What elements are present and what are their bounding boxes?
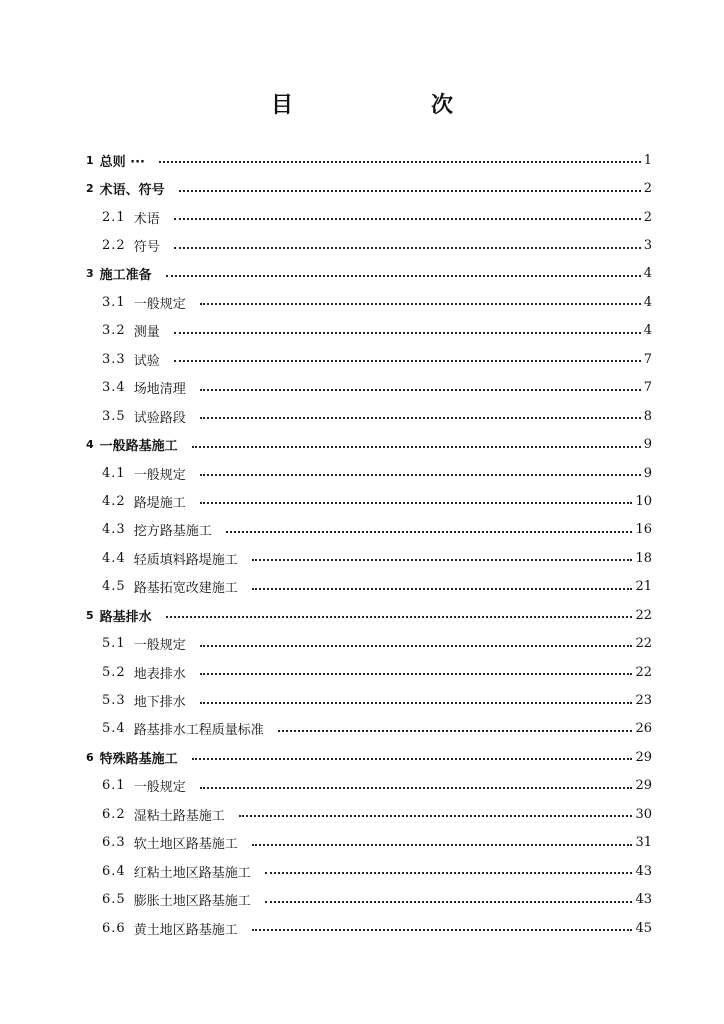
toc-dot-leader bbox=[174, 360, 641, 362]
toc-section-entry[interactable] bbox=[0, 857, 724, 885]
toc-entry-number: 2.1 bbox=[102, 209, 126, 225]
toc-page-number: 10 bbox=[635, 493, 652, 509]
toc-entry-title: 特殊路基施工 bbox=[99, 751, 178, 767]
toc-entry-number: 3.1 bbox=[102, 294, 126, 310]
toc-dot-leader bbox=[252, 588, 633, 590]
toc-dot-leader bbox=[200, 502, 633, 504]
toc-dot-leader bbox=[174, 247, 641, 249]
toc-dot-leader bbox=[192, 446, 641, 448]
toc-entry-title: 挖方路基施工 bbox=[133, 524, 212, 540]
toc-section-entry[interactable] bbox=[0, 231, 724, 259]
toc-page-number: 3 bbox=[643, 238, 652, 254]
toc-page-number: 7 bbox=[643, 380, 652, 396]
toc-page-number: 43 bbox=[635, 863, 652, 879]
toc-section-entry[interactable] bbox=[0, 317, 724, 345]
toc-section-entry[interactable] bbox=[0, 629, 724, 657]
toc-entry-title: 测量 bbox=[133, 325, 160, 341]
toc-dot-leader bbox=[265, 901, 633, 903]
toc-dot-leader bbox=[192, 758, 633, 760]
toc-chapter-entry[interactable] bbox=[0, 601, 724, 629]
toc-section-entry[interactable] bbox=[0, 288, 724, 316]
toc-page-number: 9 bbox=[643, 465, 652, 481]
toc-entry-number: 2.2 bbox=[102, 238, 126, 254]
toc-dot-leader bbox=[159, 161, 641, 163]
toc-page-number: 2 bbox=[643, 209, 652, 225]
page-title: 目 次 bbox=[270, 93, 511, 118]
toc-dot-leader bbox=[166, 616, 633, 618]
toc-section-entry[interactable] bbox=[0, 914, 724, 942]
table-of-contents bbox=[0, 146, 724, 942]
toc-entry-number: 4.3 bbox=[102, 522, 126, 538]
toc-section-entry[interactable] bbox=[0, 686, 724, 714]
toc-section-entry[interactable] bbox=[0, 345, 724, 373]
toc-page-number: 43 bbox=[635, 892, 652, 908]
toc-dot-leader bbox=[200, 673, 633, 675]
toc-entry-number: 6.6 bbox=[102, 920, 126, 936]
toc-entry-title: 黄土地区路基施工 bbox=[133, 922, 238, 938]
toc-page-number: 30 bbox=[635, 806, 652, 822]
toc-entry-number: 3.5 bbox=[102, 408, 126, 424]
toc-page-number: 4 bbox=[643, 266, 652, 282]
toc-page-number: 21 bbox=[635, 579, 652, 595]
toc-dot-leader bbox=[278, 730, 633, 732]
toc-entry-number: 6.4 bbox=[102, 863, 126, 879]
toc-entry-number: 3.3 bbox=[102, 351, 126, 367]
toc-entry-title: 红粘土地区路基施工 bbox=[133, 865, 251, 881]
toc-entry-number: 6.5 bbox=[102, 892, 126, 908]
toc-page-number: 18 bbox=[635, 550, 652, 566]
toc-page-number: 8 bbox=[643, 408, 652, 424]
toc-entry-number: 5.4 bbox=[102, 721, 126, 737]
toc-entry-title: 术语 bbox=[133, 211, 160, 227]
toc-page-number: 45 bbox=[635, 920, 652, 936]
toc-entry-number: 5 bbox=[86, 608, 94, 622]
toc-entry-number: 6.1 bbox=[102, 778, 126, 794]
toc-entry-number: 5.1 bbox=[102, 636, 126, 652]
toc-entry-title: 一般规定 bbox=[133, 467, 186, 483]
toc-entry-number: 2 bbox=[86, 182, 94, 196]
toc-entry-title: 地表排水 bbox=[133, 666, 186, 682]
toc-dot-leader bbox=[179, 190, 641, 192]
toc-page-number: 22 bbox=[635, 636, 652, 652]
toc-chapter-entry[interactable] bbox=[0, 260, 724, 288]
toc-entry-title: 一般规定 bbox=[133, 296, 186, 312]
toc-chapter-entry[interactable] bbox=[0, 174, 724, 202]
toc-entry-number: 4.4 bbox=[102, 550, 126, 566]
toc-entry-number: 1 bbox=[86, 153, 94, 167]
toc-entry-number: 4.1 bbox=[102, 465, 126, 481]
toc-entry-number: 6.2 bbox=[102, 806, 126, 822]
toc-entry-title: 膨胀土地区路基施工 bbox=[133, 894, 251, 910]
toc-entry-title: 路基排水工程质量标准 bbox=[133, 723, 264, 739]
toc-page-number: 23 bbox=[635, 693, 652, 709]
toc-page-number: 29 bbox=[635, 778, 652, 794]
toc-page-number: 4 bbox=[643, 294, 652, 310]
toc-entry-number: 4.2 bbox=[102, 493, 126, 509]
toc-entry-number: 6.3 bbox=[102, 835, 126, 851]
toc-entry-number: 6 bbox=[86, 750, 94, 764]
toc-entry-title: 试验路段 bbox=[133, 410, 186, 426]
toc-dot-leader bbox=[252, 844, 633, 846]
toc-page-number: 16 bbox=[635, 522, 652, 538]
toc-entry-title: 湿粘土路基施工 bbox=[133, 808, 225, 824]
toc-page-number: 9 bbox=[643, 437, 652, 453]
toc-entry-number: 3.2 bbox=[102, 323, 126, 339]
toc-section-entry[interactable] bbox=[0, 800, 724, 828]
toc-dot-leader bbox=[239, 815, 633, 817]
toc-dot-leader bbox=[166, 275, 641, 277]
toc-dot-leader bbox=[200, 389, 641, 391]
toc-entry-number: 4 bbox=[86, 438, 94, 452]
toc-entry-title: 轻质填料路堤施工 bbox=[133, 552, 238, 568]
toc-dot-leader bbox=[252, 929, 633, 931]
toc-dot-leader bbox=[174, 332, 641, 334]
toc-entry-title: 总则 ··· bbox=[99, 154, 145, 170]
toc-dot-leader bbox=[226, 531, 633, 533]
toc-page-number: 22 bbox=[635, 664, 652, 680]
toc-section-entry[interactable] bbox=[0, 516, 724, 544]
toc-page-number: 29 bbox=[635, 749, 652, 765]
toc-entry-number: 3.4 bbox=[102, 380, 126, 396]
toc-entry-title: 一般规定 bbox=[133, 780, 186, 796]
toc-section-entry[interactable] bbox=[0, 459, 724, 487]
toc-page-number: 4 bbox=[643, 323, 652, 339]
toc-entry-number: 3 bbox=[86, 267, 94, 281]
toc-section-entry[interactable] bbox=[0, 772, 724, 800]
toc-dot-leader bbox=[200, 417, 641, 419]
toc-section-entry[interactable] bbox=[0, 715, 724, 743]
toc-dot-leader bbox=[200, 645, 633, 647]
toc-dot-leader bbox=[265, 872, 633, 874]
toc-page-number: 26 bbox=[635, 721, 652, 737]
toc-chapter-entry[interactable] bbox=[0, 146, 724, 174]
toc-entry-title: 软土地区路基施工 bbox=[133, 837, 238, 853]
toc-section-entry[interactable] bbox=[0, 402, 724, 430]
toc-entry-number: 5.3 bbox=[102, 693, 126, 709]
toc-entry-title: 符号 bbox=[133, 240, 160, 256]
toc-entry-title: 地下排水 bbox=[133, 695, 186, 711]
toc-dot-leader bbox=[200, 702, 633, 704]
toc-section-entry[interactable] bbox=[0, 374, 724, 402]
toc-section-entry[interactable] bbox=[0, 203, 724, 231]
toc-dot-leader bbox=[200, 303, 641, 305]
toc-entry-title: 一般路基施工 bbox=[99, 439, 178, 455]
toc-entry-title: 施工准备 bbox=[99, 268, 152, 284]
toc-section-entry[interactable] bbox=[0, 658, 724, 686]
toc-dot-leader bbox=[252, 559, 633, 561]
toc-entry-title: 场地清理 bbox=[133, 382, 186, 398]
toc-section-entry[interactable] bbox=[0, 829, 724, 857]
toc-entry-title: 术语、符号 bbox=[99, 183, 165, 199]
toc-page-number: 31 bbox=[635, 835, 652, 851]
toc-section-entry[interactable] bbox=[0, 885, 724, 913]
toc-section-entry[interactable] bbox=[0, 487, 724, 515]
toc-dot-leader bbox=[200, 787, 633, 789]
toc-page-number: 7 bbox=[643, 351, 652, 367]
toc-section-entry[interactable] bbox=[0, 544, 724, 572]
toc-entry-number: 4.5 bbox=[102, 579, 126, 595]
toc-entry-title: 试验 bbox=[133, 353, 160, 369]
toc-entry-title: 路基排水 bbox=[99, 609, 152, 625]
toc-page-number: 2 bbox=[643, 181, 652, 197]
toc-page-number: 1 bbox=[643, 152, 652, 168]
toc-page-number: 22 bbox=[635, 607, 652, 623]
toc-entry-title: 路基拓宽改建施工 bbox=[133, 581, 238, 597]
toc-entry-number: 5.2 bbox=[102, 664, 126, 680]
toc-chapter-entry[interactable] bbox=[0, 430, 724, 458]
toc-dot-leader bbox=[174, 218, 641, 220]
toc-entry-title: 一般规定 bbox=[133, 638, 186, 654]
toc-section-entry[interactable] bbox=[0, 573, 724, 601]
toc-dot-leader bbox=[200, 474, 641, 476]
toc-entry-title: 路堤施工 bbox=[133, 495, 186, 511]
toc-chapter-entry[interactable] bbox=[0, 743, 724, 771]
